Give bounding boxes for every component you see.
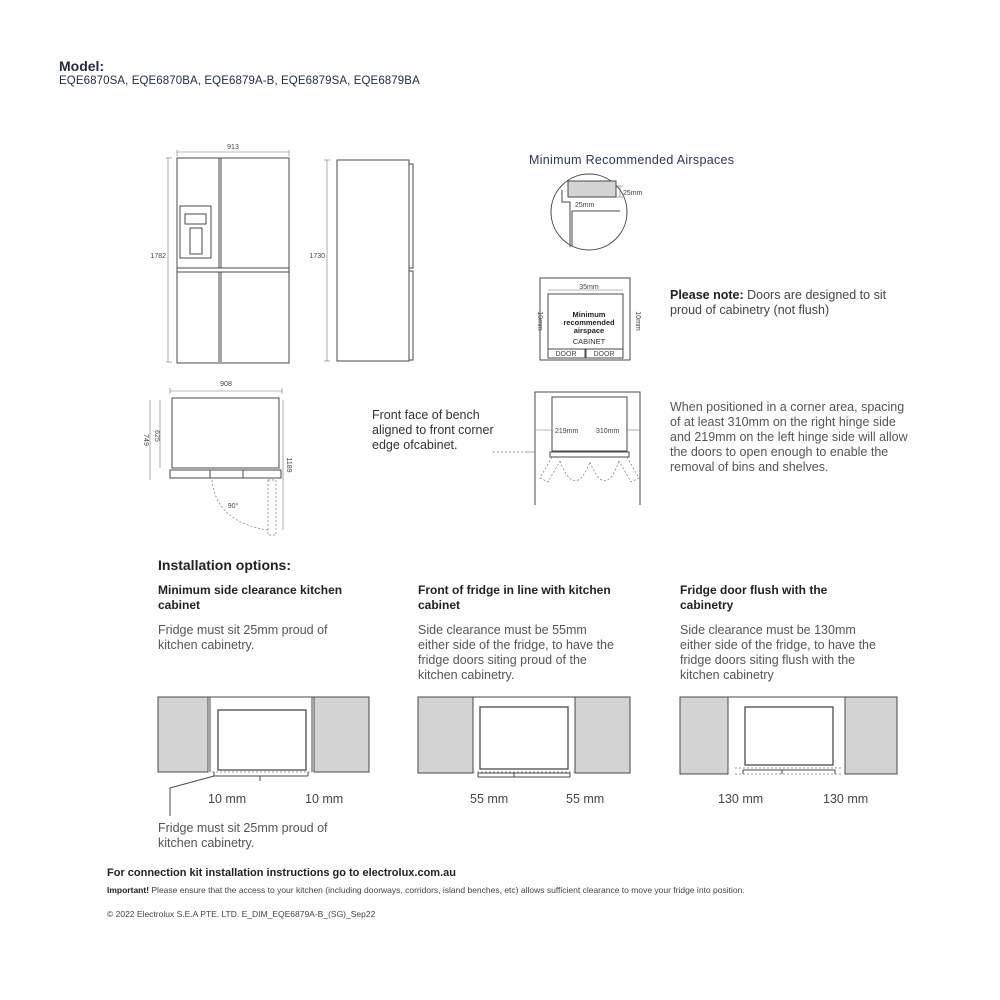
top-depth-inner-label: 625 [153,430,160,442]
connection-kit-note: For connection kit installation instructions go to electrolux.com.au [107,867,456,879]
option2-right-dimension: 55 mm [566,792,605,806]
option2-description: Side clearance must be 55mm either side of the fridge, to have the fridge doors siting proud of the kitchen cabinetry. [418,623,614,682]
please-note-label: Please note: [670,288,744,302]
model-label: Model: [59,58,105,74]
option3-right-dimension: 130 mm [823,792,869,806]
front-height-label: 1782 [150,253,166,260]
option3-left-dimension: 130 mm [718,792,764,806]
option1-left-dimension: 10 mm [208,792,247,806]
airspace-door-right-label: DOOR [593,351,615,358]
airspace-circle-detail [551,174,643,250]
copyright: © 2022 Electrolux S.E.A PTE. LTD. E_DIM_EQE6879A-B_(SG)_Sep22 [107,909,376,919]
airspace-minimum-label: Minimum [572,310,606,319]
corner-left-gap-label: 219mm [555,428,579,435]
airspace-airspace-label: airspace [573,326,605,335]
airspace-cabinet-label: CABINET [572,337,606,346]
airspace-side-left-label: 10mm [536,311,543,331]
option1-description: Fridge must sit 25mm proud of kitchen cabinetry. [158,623,328,652]
airspace-top-gap-label: 25mm [623,190,643,197]
option2-title: Front of fridge in line with kitchen cabinet [418,583,611,612]
option3-diagram [680,697,897,774]
installation-title: Installation options: [158,557,291,573]
airspaces-title: Minimum Recommended Airspaces [529,153,735,167]
option3-description: Side clearance must be 130mm either side of the fridge, to have the fridge doors siting flush with the kitchen cabinetry [680,623,876,682]
top-view-drawing [142,381,292,535]
side-view-drawing [309,160,413,361]
corner-placement-note: When positioned in a corner area, spacing of at least 310mm on the right hinge side and 219mm on the left hinge side will allow the doors to open enough to enable the removal of bins and shelves. [670,400,908,474]
please-note [670,288,910,318]
top-depth-open-label: 1189 [285,457,292,473]
top-width-label: 908 [220,381,232,388]
top-depth-outer-label: 749 [142,434,149,446]
important-label: Important! [107,885,150,895]
please-note-text: Doors are designed to sit proud of cabinetry (not flush) [670,288,887,317]
important-text: Please ensure that the access to your kitchen (including doorways, corridors, island benches, etc) allows sufficient clearance to move your fridge into position. [149,885,745,895]
front-width-label: 913 [227,144,239,151]
side-height-label: 1730 [309,253,325,260]
option3-title: Fridge door flush with the cabinetry [680,583,828,612]
option2-left-dimension: 55 mm [470,792,509,806]
airspace-door-left-label: DOOR [555,351,577,358]
front-face-note: Front face of bench aligned to front corner edge ofcabinet. [372,408,494,452]
option1-right-dimension: 10 mm [305,792,344,806]
airspace-side-right-label: 10mm [634,311,641,331]
important-note [107,885,745,895]
option1-title: Minimum side clearance kitchen cabinet [158,583,343,612]
model-list: EQE6870SA, EQE6870BA, EQE6879A-B, EQE6879SA, EQE6879BA [59,75,420,87]
option2-diagram [418,697,630,777]
corner-right-gap-label: 310mm [596,428,620,435]
airspace-recommended-label: recommended [563,318,615,327]
top-angle-label: 90° [227,503,239,510]
cabinet-airspace-detail [536,278,641,360]
airspace-top-clearance-label: 35mm [579,284,599,291]
airspace-side-gap-label: 25mm [575,202,595,209]
option1-callout-note: Fridge must sit 25mm proud of kitchen cabinetry. [158,821,328,850]
front-view-drawing [150,144,289,363]
